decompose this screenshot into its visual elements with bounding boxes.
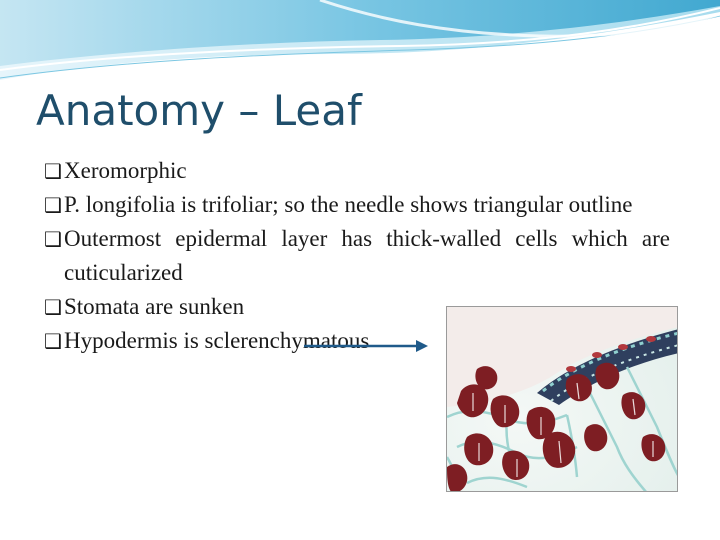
bullet-marker-icon: ❑ [44, 193, 62, 217]
bullet-item [44, 154, 670, 188]
bullet-marker-icon: ❑ [44, 295, 62, 319]
bullet-marker-icon: ❑ [44, 159, 62, 183]
slide-title: Anatomy – Leaf [36, 86, 362, 135]
bullet-text: P. longifolia is trifoliar; so the needle shows triangular outline [64, 192, 633, 217]
bullet-item [44, 222, 670, 290]
bullet-text: Outermost epidermal layer has thick-walled cells which are cuticularized [64, 226, 670, 285]
bullet-marker-icon: ❑ [44, 227, 62, 251]
right-arrow-icon [302, 334, 430, 358]
micrograph-illustration [447, 307, 678, 492]
bullet-marker-icon: ❑ [44, 329, 62, 353]
bullet-item [44, 188, 670, 222]
bullet-text: Xeromorphic [64, 158, 187, 183]
leaf-cross-section-micrograph [446, 306, 678, 492]
bullet-text: Hypodermis is sclerenchymatous [64, 328, 370, 353]
bullet-text: Stomata are sunken [64, 294, 245, 319]
header-wave-decoration [0, 0, 720, 90]
